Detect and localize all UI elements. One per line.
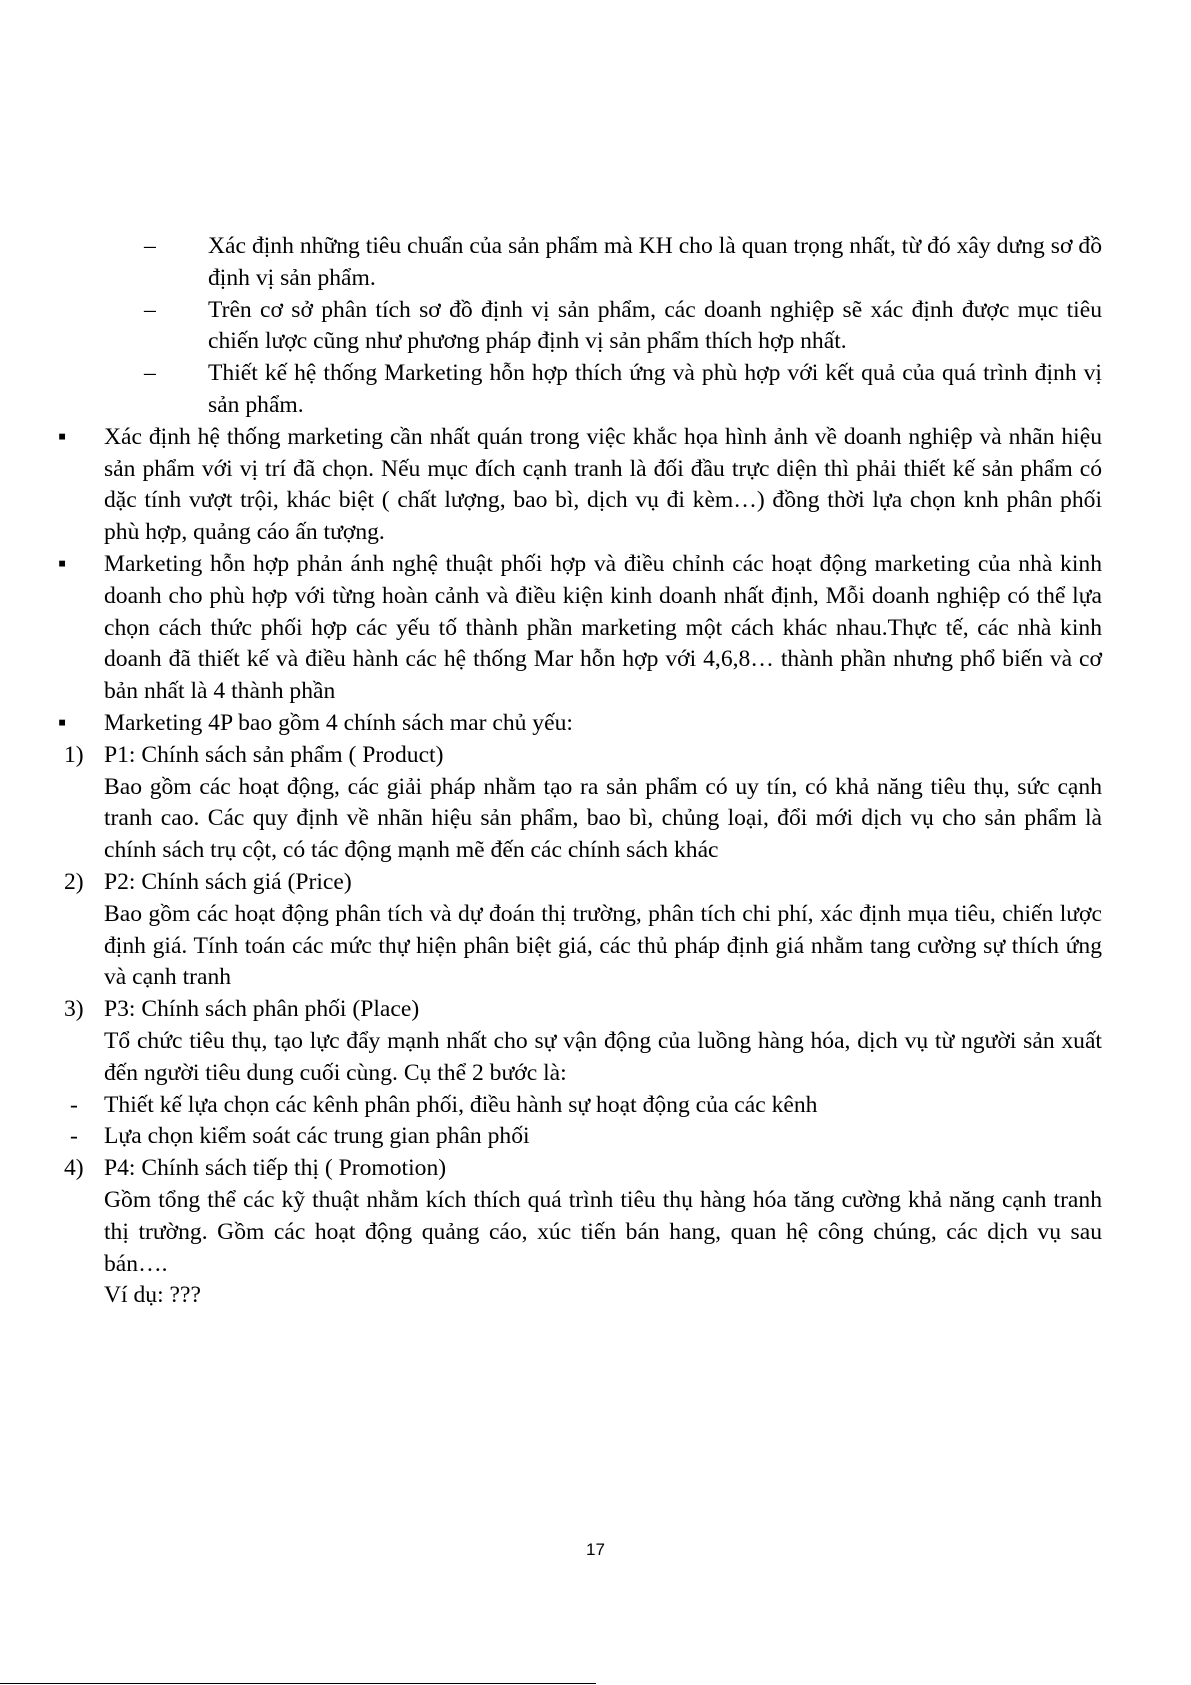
paragraph-text: Thiết kế lựa chọn các kênh phân phối, điều hành sự hoạt động của các kênh — [104, 1091, 818, 1118]
list-number: 3) — [64, 996, 84, 1023]
body-text — [58, 231, 1102, 1312]
heading-text: P2: Chính sách giá (Price) — [104, 868, 352, 895]
paragraph-text: Bao gồm các hoạt động phân tích và dự đoán thị trường, phân tích chi phí, xác định mụa tiêu, chiến lược định giá. Tính toán các mức thự hiện phân biệt giá, các thủ pháp định giá nhằm tang cường sự thích ứng và cạnh tranh — [104, 900, 1102, 991]
paragraph-text: Trên cơ sở phân tích sơ đồ định vị sản phẩm, các doanh nghiệp sẽ xác định được mục tiêu chiến lược cũng như phương pháp định vị sản phẩm thích hợp nhất. — [208, 296, 1102, 355]
paragraph-text: Lựa chọn kiểm soát các trung gian phân phối — [104, 1123, 530, 1150]
dash-marker: – — [144, 233, 156, 259]
dash-marker: - — [70, 1091, 78, 1118]
paragraph — [104, 1185, 1102, 1280]
numbered-heading — [64, 867, 1102, 899]
dash-marker: – — [144, 296, 156, 323]
dash-item — [70, 1121, 1102, 1153]
square-bullet-icon: ▪ — [58, 550, 67, 577]
paragraph-text: Bao gồm các hoạt động, các giải pháp nhằm tạo ra sản phẩm có uy tín, có khả năng tiêu thụ, sức cạnh tranh cao. Các quy định về nhãn hiệu sản phẩm, bao bì, chủng loại, đổi mới dịch vụ cho sản phẩm là chính sách trụ cột, có tác động mạnh mẽ đến các chính sách khác — [104, 773, 1102, 864]
bottom-divider — [0, 1683, 596, 1684]
heading-text: P1: Chính sách sản phẩm ( Product) — [104, 741, 444, 768]
paragraph-text: Gồm tổng thể các kỹ thuật nhằm kích thích quá trình tiêu thụ hàng hóa tăng cường khả năng cạnh tranh thị trường. Gồm các hoạt động quảng cáo, xúc tiến bán hang, quan hệ công chúng, các dịch vụ sau bán…. — [104, 1186, 1102, 1277]
square-bullet-icon: ▪ — [58, 423, 67, 450]
paragraph-text: Ví dụ: ??? — [104, 1282, 201, 1309]
list-number: 1) — [64, 741, 84, 768]
list-number: 2) — [64, 868, 84, 895]
heading-text: P3: Chính sách phân phối (Place) — [104, 996, 420, 1023]
paragraph-text: Marketing 4P bao gồm 4 chính sách mar chủ yếu: — [104, 709, 573, 736]
paragraph-text: Tổ chức tiêu thụ, tạo lực đẩy mạnh nhất cho sự vận động của luồng hàng hóa, dịch vụ từ người sản xuất đến người tiêu dung cuối cùng. Cụ thể 2 bước là: — [104, 1027, 1102, 1086]
dash-item — [104, 295, 1102, 359]
paragraph-text: Xác định hệ thống marketing cần nhất quán trong việc khắc họa hình ảnh về doanh nghiệp và nhãn hiệu sản phẩm với vị trí đã chọn. Nếu mục đích cạnh tranh là đối đầu trực diện thì phải thiết kế sản phẩm có dặc tính vượt trội, khác biệt ( chất lượng, bao bì, dịch vụ đi kèm…) đồng thời lựa chọn knh phân phối phù hợp, quảng cáo ấn tượng. — [104, 423, 1102, 546]
numbered-heading — [64, 1153, 1102, 1185]
paragraph — [104, 1026, 1102, 1090]
page-number: 17 — [586, 1540, 605, 1559]
paragraph-text: Xác định những tiêu chuẩn của sản phẩm mà KH cho là quan trọng nhất, từ đó xây dưng sơ đồ định vị sản phẩm. — [208, 233, 1102, 291]
dash-item — [104, 231, 1102, 295]
numbered-heading — [64, 740, 1102, 772]
bullet-item — [58, 708, 1102, 740]
paragraph-text: Thiết kế hệ thống Marketing hỗn hợp thích ứng và phù hợp với kết quả của quá trình định vị sản phẩm. — [208, 360, 1102, 418]
heading-text: P4: Chính sách tiếp thị ( Promotion) — [104, 1155, 447, 1182]
numbered-heading — [64, 994, 1102, 1026]
square-bullet-icon: ▪ — [58, 709, 67, 736]
bullet-item — [58, 422, 1102, 549]
bullet-item — [58, 549, 1102, 708]
dash-item — [104, 358, 1102, 422]
dash-marker: - — [70, 1123, 78, 1150]
dash-item — [70, 1090, 1102, 1122]
paragraph — [104, 899, 1102, 994]
paragraph-text: Marketing hỗn hợp phản ánh nghệ thuật phối hợp và điều chỉnh các hoạt động marketing của nhà kinh doanh cho phù hợp với từng hoàn cảnh và điều kiện kinh doanh nhất định, Mỗi doanh nghiệp có thể lựa chọn cách thức phối hợp các yếu tố thành phần marketing một cách khác nhau.Thực tế, các nhà kinh doanh đã thiết kế và điều hành các hệ thống Mar hỗn hợp với 4,6,8… thành phần nhưng phổ biến và cơ bản nhất là 4 thành phần — [104, 550, 1102, 705]
list-number: 4) — [64, 1155, 84, 1182]
dash-marker: – — [144, 360, 156, 387]
paragraph — [104, 1280, 1102, 1312]
paragraph — [104, 772, 1102, 867]
